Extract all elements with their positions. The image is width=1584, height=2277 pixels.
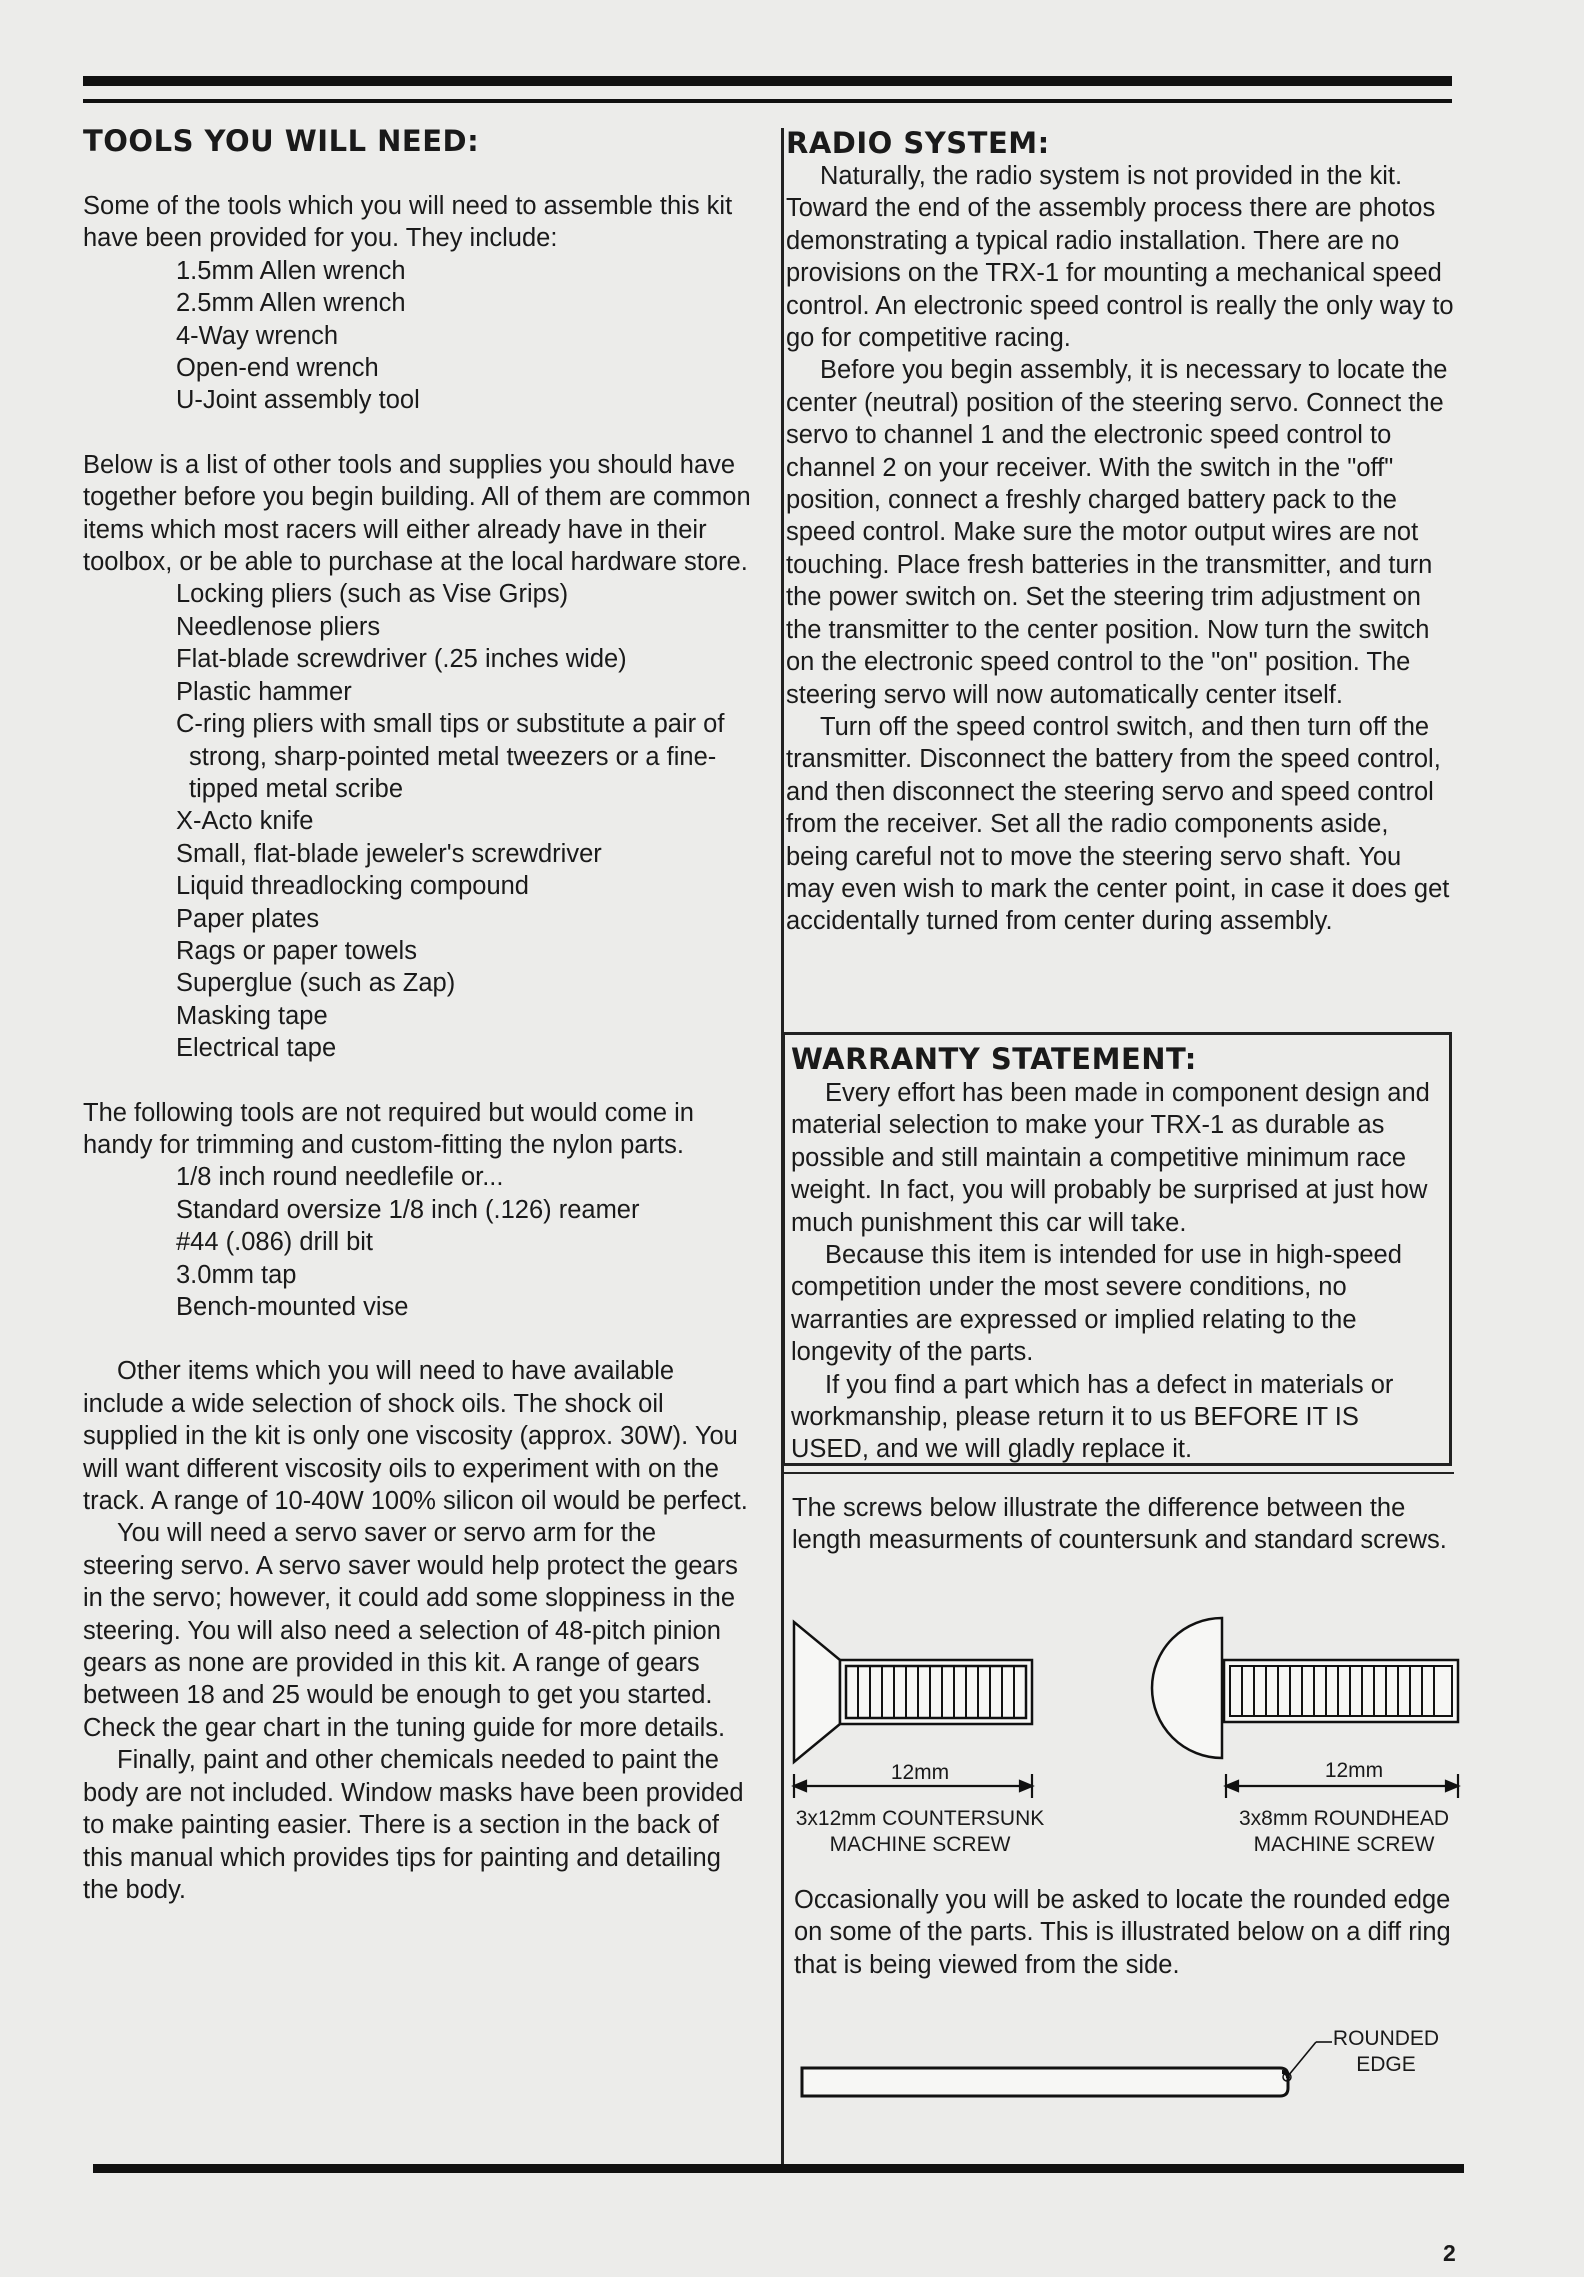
tools-heading: TOOLS YOU WILL NEED: (83, 124, 480, 158)
list-item: Liquid threadlocking compound (176, 872, 529, 901)
roundhead-label-line-2: MACHINE SCREW (1253, 1833, 1435, 1856)
screws-top-rule (782, 1472, 1454, 1474)
countersunk-label-line-1: 3x12mm COUNTERSUNK (795, 1807, 1045, 1830)
warranty-paragraph-1: Every effort has been made in component design and material selection to make your TRX-1 as durable as possible and still maintain a competitive minimum race weight. In fact, you will probably be surprised at just how much punishment this car will take. (791, 1079, 1430, 1237)
warranty-heading: WARRANTY STATEMENT: (791, 1042, 1197, 1076)
list-item: Rags or paper towels (176, 936, 417, 965)
list-item: X-Acto knife (176, 807, 314, 836)
list-item: 4-Way wrench (176, 321, 339, 350)
list-item: Paper plates (176, 904, 320, 933)
list-item: Masking tape (176, 1001, 328, 1030)
supplies-intro: Below is a list of other tools and supplies you should have together before you begin building. All of them are common items which most racers will either already have in their toolbox, or be able to purchase at the local hardware store. (83, 450, 751, 577)
radio-section (786, 120, 1458, 938)
warranty-box (782, 1032, 1452, 1466)
supplies-list (83, 578, 753, 1064)
list-item: #44 (.086) drill bit (176, 1228, 374, 1257)
list-item: 1/8 inch round needlefile or... (176, 1163, 504, 1192)
list-item: Superglue (such as Zap) (176, 969, 456, 998)
radio-paragraph-1: Naturally, the radio system is not provided in the kit. Toward the end of the assembly process there are photos demonstrating a typical radio installation. There are no provisions on the TRX-1 for mounting a mechanical speed control. An electronic speed control is really the only way to go for competitive racing. (786, 162, 1454, 353)
warranty-paragraph-2: Because this item is intended for use in high-speed competition under the most severe conditions, no warranties are expressed or implied relating to the longevity of the parts. (791, 1241, 1402, 1367)
tools-intro: Some of the tools which you will need to assemble this kit have been provided for you. They include: (83, 192, 733, 253)
roundhead-screw-diagram (1142, 1614, 1462, 1804)
list-item: 1.5mm Allen wrench (176, 256, 406, 285)
list-item: Plastic hammer (176, 677, 352, 706)
list-item: Bench-mounted vise (176, 1293, 409, 1321)
list-item: Open-end wrench (176, 354, 379, 383)
diff-ring-diagram (796, 2020, 1336, 2100)
optional-tools-intro: The following tools are not required but would come in handy for trimming and custom-fitting the nylon parts. (83, 1098, 694, 1159)
countersunk-label-line-2: MACHINE SCREW (829, 1833, 1011, 1856)
bottom-rule (93, 2164, 1464, 2173)
screws-intro: The screws below illustrate the difference between the length measurments of countersunk and standard screws. (792, 1494, 1447, 1555)
roundhead-dimension: 12mm (1324, 1759, 1384, 1782)
list-item: C-ring pliers with small tips or substitute a pair of strong, sharp-pointed metal tweezers or a fine-tipped metal scribe (176, 710, 725, 803)
countersunk-dimension: 12mm (890, 1761, 950, 1784)
provided-tools-list (83, 255, 753, 417)
rounded-edge-label-line-1: ROUNDED (1332, 2027, 1440, 2050)
list-item: 3.0mm tap (176, 1260, 297, 1289)
top-rule-thin (83, 99, 1452, 103)
shock-oils-paragraph: Other items which you will need to have available include a wide selection of shock oils. The shock oil supplied in the kit is only one viscosity (approx. 30W). You will want different viscosity oils to experiment with on the track. A range of 10-40W 100% silicon oil would be perfect. (83, 1357, 748, 1516)
list-item: Standard oversize 1/8 inch (.126) reamer (176, 1195, 640, 1224)
rounded-edge-label-line-2: EDGE (1356, 2053, 1416, 2076)
rounded-edge-intro: Occasionally you will be asked to locate the rounded edge on some of the parts. This is illustrated below on a diff ring that is being viewed from the side. (794, 1886, 1451, 1979)
page-number: 2 (1443, 2240, 1456, 2266)
paint-paragraph: Finally, paint and other chemicals needed to paint the body are not included. Window masks have been provided to make painting easier. There is a section in the back of this manual which provides tips for painting and detailing the body. (83, 1746, 744, 1904)
list-item: Locking pliers (such as Vise Grips) (176, 580, 569, 609)
list-item: U-Joint assembly tool (176, 386, 420, 415)
list-item: Small, flat-blade jeweler's screwdriver (176, 839, 602, 868)
radio-heading: RADIO SYSTEM: (786, 126, 1050, 160)
list-item: 2.5mm Allen wrench (176, 289, 406, 318)
top-rule-thick (83, 76, 1452, 86)
warranty-paragraph-3: If you find a part which has a defect in materials or workmanship, please return it to us BEFORE IT IS USED, and we will gladly replace it. (791, 1370, 1394, 1464)
tools-section (83, 120, 753, 1906)
radio-paragraph-3: Turn off the speed control switch, and then turn off the transmitter. Disconnect the battery from the speed control, and then disconnect the steering servo and speed control from the receiver. Set all the radio components aside, being careful not to move the steering servo shaft. You may even wish to mark the center point, in case it does get accidentally turned from center during assembly. (786, 712, 1450, 936)
list-item: Flat-blade screwdriver (.25 inches wide) (176, 645, 627, 674)
radio-paragraph-2: Before you begin assembly, it is necessary to locate the center (neutral) position of the steering servo. Connect the servo to channel 1 and the electronic speed control to channel 2 on your receiver. With the switch in the "off" position, connect a freshly charged battery pack to the speed control. Make sure the motor output wires are not touching. Place fresh batteries in the transmitter, and turn the power switch on. Set the steering trim adjustment on the transmitter to the center position. Now turn the switch on the electronic speed control to the "on" position. The steering servo will now automatically center itself. (786, 356, 1448, 709)
optional-tools-list (83, 1161, 753, 1323)
list-item: Needlenose pliers (176, 612, 381, 641)
roundhead-label-line-1: 3x8mm ROUNDHEAD (1238, 1807, 1450, 1830)
list-item: Electrical tape (176, 1034, 337, 1063)
servo-paragraph: You will need a servo saver or servo arm for the steering servo. A servo saver would help protect the gears in the servo; however, it could add some sloppiness in the steering. You will also need a selection of 48-pitch pinion gears as none are provided in this kit. A range of gears between 18 and 25 would be enough to get you started. Check the gear chart in the tuning guide for more details. (83, 1519, 738, 1742)
